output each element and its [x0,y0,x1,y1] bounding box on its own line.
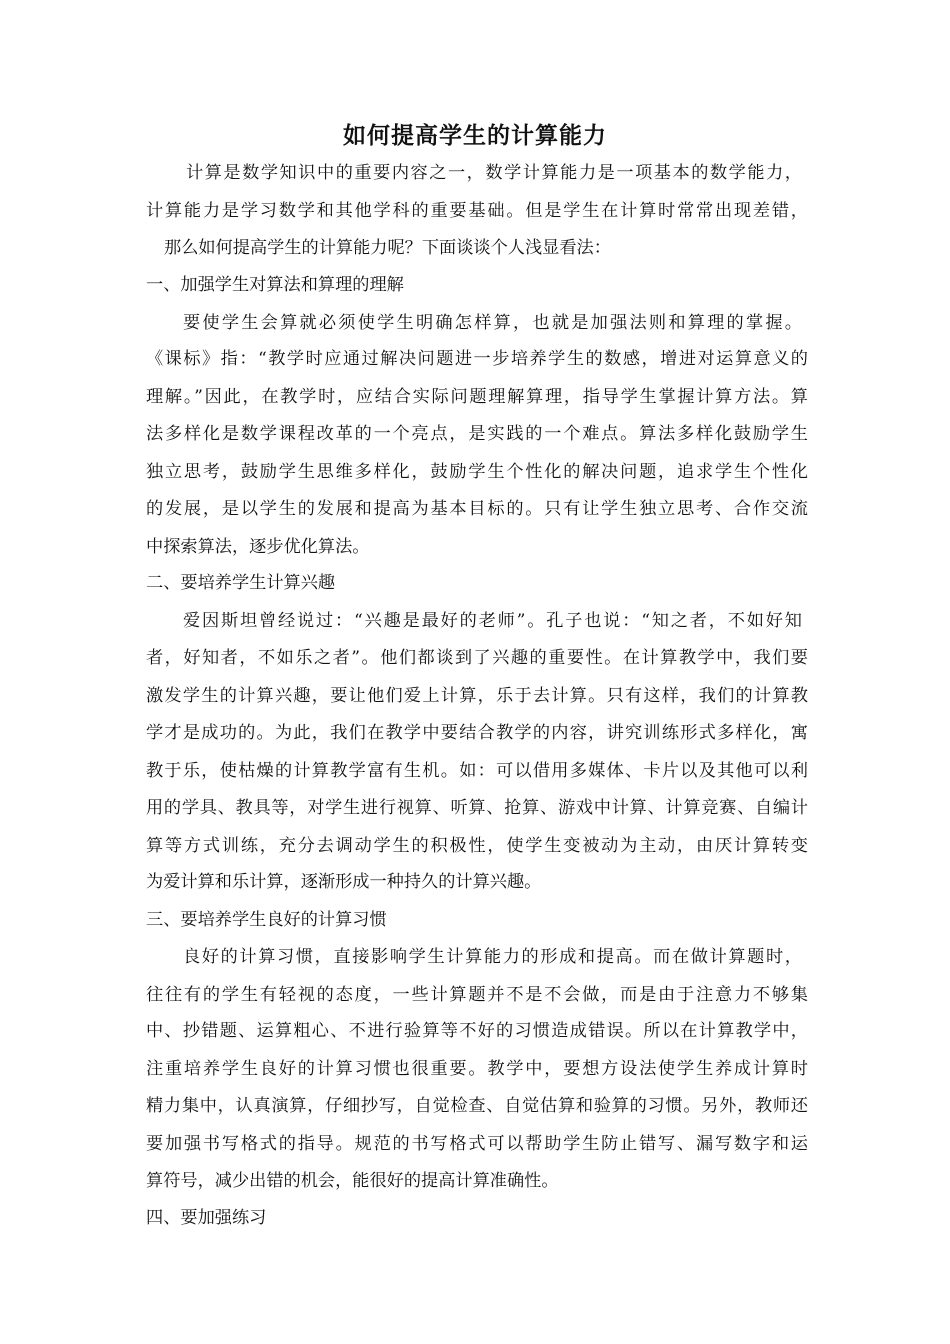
paragraph-line: 法多样化是数学课程改革的一个亮点，是实践的一个难点。算法多样化鼓励学生 [146,424,808,444]
paragraph-line: 者，好知者，不如乐之者”。他们都谈到了兴趣的重要性。在计算教学中，我们要 [146,648,808,668]
paragraph-line: 独立思考，鼓励学生思维多样化，鼓励学生个性化的解决问题，追求学生个性化 [146,462,808,482]
paragraph-line: 算符号，减少出错的机会，能很好的提高计算准确性。 [146,1171,559,1191]
paragraph-line: 为爱计算和乐计算，逐渐形成一种持久的计算兴趣。 [146,872,542,892]
paragraph-line: 中探索算法，逐步优化算法。 [146,537,370,557]
paragraph-line: 要使学生会算就必须使学生明确怎样算，也就是加强法则和算理的掌握。 [183,313,802,333]
paragraph-line: 算等方式训练，充分去调动学生的积极性，使学生变被动为主动，由厌计算转变 [146,836,808,856]
paragraph-line: 激发学生的计算兴趣，要让他们爱上计算，乐于去计算。只有这样，我们的计算教 [146,686,808,706]
section-heading: 三、要培养学生良好的计算习惯 [146,910,387,930]
paragraph-line: 良好的计算习惯，直接影响学生计算能力的形成和提高。而在做计算题时， [183,947,802,967]
paragraph-line: 计算能力是学习数学和其他学科的重要基础。但是学生在计算时常常出现差错， [146,201,808,221]
paragraph-line: 教于乐，使枯燥的计算教学富有生机。如：可以借用多媒体、卡片以及其他可以利 [146,761,808,781]
document-title: 如何提高学生的计算能力 [343,122,607,149]
paragraph-line: 用的学具、教具等，对学生进行视算、听算、抢算、游戏中计算、计算竞赛、自编计 [146,798,808,818]
paragraph-line: 要加强书写格式的指导。规范的书写格式可以帮助学生防止错写、漏写数字和运 [146,1134,808,1154]
paragraph-line: 计算是数学知识中的重要内容之一，数学计算能力是一项基本的数学能力， [186,163,802,183]
paragraph-line: 往往有的学生有轻视的态度，一些计算题并不是不会做，而是由于注意力不够集 [146,985,808,1005]
paragraph-line: 爱因斯坦曾经说过：“兴趣是最好的老师”。孔子也说：“知之者，不如好知 [183,611,802,631]
section-heading: 二、要培养学生计算兴趣 [146,573,336,593]
paragraph-line: 精力集中，认真演算，仔细抄写，自觉检查、自觉估算和验算的习惯。另外，教师还 [146,1096,808,1116]
section-heading: 四、要加强练习 [146,1208,267,1228]
paragraph-line: 理解。”因此，在教学时，应结合实际问题理解算理，指导学生掌握计算方法。算 [146,387,808,407]
paragraph-line: 的发展，是以学生的发展和提高为基本目标的。只有让学生独立思考、合作交流 [146,499,808,519]
paragraph-line: 注重培养学生良好的计算习惯也很重要。教学中，要想方设法使学生养成计算时 [146,1059,808,1079]
paragraph-line: 那么如何提高学生的计算能力呢？下面谈谈个人浅显看法： [164,238,611,258]
paragraph-line: 《课标》指：“教学时应通过解决问题进一步培养学生的数感，增进对运算意义的 [146,349,808,369]
paragraph-line: 中、抄错题、运算粗心、不进行验算等不好的习惯造成错误。所以在计算教学中， [146,1021,808,1041]
section-heading: 一、加强学生对算法和算理的理解 [146,275,404,295]
paragraph-line: 学才是成功的。为此，我们在教学中要结合教学的内容，讲究训练形式多样化，寓 [146,723,808,743]
